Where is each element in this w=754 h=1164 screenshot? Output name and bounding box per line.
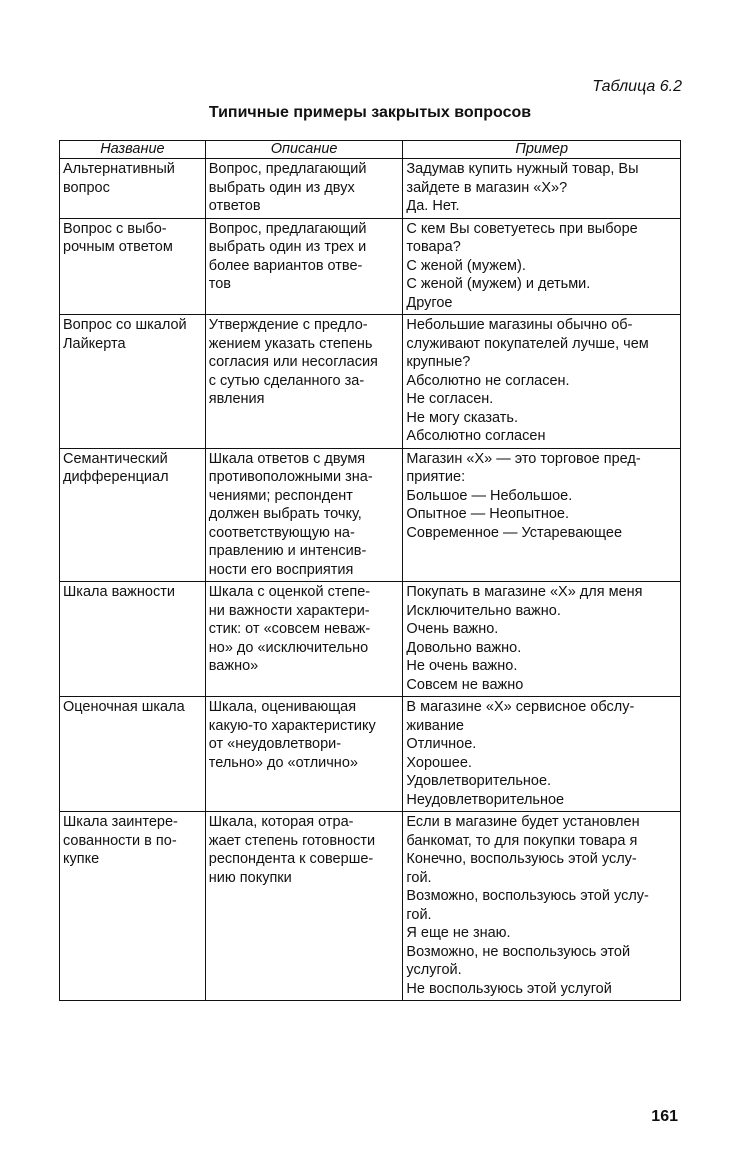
cell-line: Вопрос с выбо-	[63, 220, 167, 237]
closed-questions-table	[59, 140, 681, 1001]
cell-line: рочным ответом	[63, 239, 173, 255]
cell-line: дифференциал	[63, 469, 169, 485]
cell-line: купке	[63, 851, 100, 867]
cell-line: выбрать один из трех и	[208, 239, 367, 255]
cell-line: противоположными зна-	[208, 469, 373, 485]
table-row	[60, 218, 681, 315]
cell-description	[205, 315, 403, 449]
cell-line: более вариантов отве-	[208, 257, 363, 274]
cell-line: жением указать степень	[208, 335, 373, 352]
cell-description	[205, 697, 403, 812]
cell-line: Вопрос, предлагающий	[208, 220, 367, 237]
cell-line: явления	[208, 391, 265, 407]
cell-description	[205, 448, 403, 582]
cell-line: согласия или несогласия	[208, 354, 378, 370]
cell-line: Шкала важности	[63, 584, 175, 600]
cell-line: Большое — Небольшое.	[406, 487, 573, 504]
cell-example	[403, 448, 681, 582]
cell-line: С женой (мужем) и детьми.	[406, 276, 591, 292]
cell-line: респондента к соверше-	[208, 851, 374, 867]
cell-line: Магазин «Х» — это торговое пред-	[406, 450, 641, 467]
cell-line: какую-то характеристику	[208, 717, 376, 734]
cell-line: Небольшие магазины обычно об-	[406, 317, 633, 333]
cell-line: выбрать один из двух	[208, 179, 355, 196]
table-body	[60, 159, 681, 1001]
cell-line: Шкала заинтере-	[63, 814, 178, 830]
cell-line: крупные?	[406, 354, 471, 370]
cell-description	[205, 812, 403, 1001]
cell-line: но» до «исключительно	[208, 639, 369, 656]
cell-line: Не согласен.	[406, 391, 494, 407]
table-row	[60, 448, 681, 582]
cell-line: Возможно, не воспользуюсь этой	[406, 943, 631, 960]
cell-description	[205, 582, 403, 697]
table-row	[60, 582, 681, 697]
cell-line: с сутью сделанного за-	[208, 372, 365, 389]
cell-line: стик: от «совсем неваж-	[208, 621, 371, 637]
cell-line: Отличное.	[406, 736, 477, 752]
cell-line: ответов	[208, 198, 261, 214]
cell-line: приятие:	[406, 469, 466, 485]
cell-line: Да. Нет.	[406, 198, 460, 214]
cell-line: Утверждение с предло-	[208, 317, 368, 333]
cell-line: Альтернативный	[63, 161, 175, 177]
cell-line: Опытное — Неопытное.	[406, 506, 569, 522]
cell-line: чениями; респондент	[208, 487, 353, 504]
cell-name	[60, 315, 206, 449]
cell-line: Не могу сказать.	[406, 409, 519, 426]
cell-line: тельно» до «отлично»	[208, 754, 358, 771]
table-row	[60, 159, 681, 219]
cell-line: Не очень важно.	[406, 658, 518, 674]
cell-line: Шкала, оценивающая	[208, 699, 357, 715]
cell-line: услугой.	[406, 962, 462, 978]
cell-line: ности его восприятия	[208, 561, 354, 578]
cell-line: Исключительно важно.	[406, 602, 561, 619]
cell-line: Лайкерта	[63, 335, 126, 352]
cell-line: Я еще не знаю.	[406, 925, 511, 941]
cell-line: Вопрос со шкалой	[63, 317, 187, 333]
cell-line: Другое	[406, 294, 453, 311]
cell-example	[403, 812, 681, 1001]
cell-line: от «неудовлетвори-	[208, 736, 342, 752]
page-number: 161	[651, 1108, 678, 1125]
cell-line: важно»	[208, 658, 259, 674]
cell-description	[205, 218, 403, 315]
cell-line: Шкала ответов с двумя	[208, 450, 366, 467]
cell-line: гой.	[406, 869, 432, 886]
cell-line: Современное — Устаревающее	[406, 524, 623, 541]
cell-line: должен выбрать точку,	[208, 506, 362, 522]
table-row	[60, 812, 681, 1001]
cell-line: Покупать в магазине «Х» для меня	[406, 584, 643, 600]
cell-line: зайдете в магазин «Х»?	[406, 179, 568, 196]
cell-line: Вопрос, предлагающий	[208, 161, 367, 177]
table-title: Типичные примеры закрытых вопросов	[208, 104, 532, 121]
cell-line: Задумав купить нужный товар, Вы	[406, 161, 639, 177]
cell-example	[403, 697, 681, 812]
cell-line: Совсем не важно	[406, 676, 524, 693]
cell-line: соответствующую на-	[208, 524, 355, 541]
cell-example	[403, 159, 681, 219]
cell-line: служивают покупателей лучше, чем	[406, 335, 649, 352]
cell-line: правлению и интенсив-	[208, 543, 367, 559]
cell-line: С кем Вы советуетесь при выборе	[406, 220, 638, 237]
cell-name	[60, 697, 206, 812]
cell-example	[403, 582, 681, 697]
cell-line: Очень важно.	[406, 621, 499, 637]
cell-line: Возможно, воспользуюсь этой услу-	[406, 888, 649, 904]
cell-description	[205, 159, 403, 219]
table-row	[60, 315, 681, 449]
header-name: Название	[60, 141, 206, 159]
cell-line: тов	[208, 276, 232, 292]
cell-line: Неудовлетворительное	[406, 791, 565, 808]
cell-line: Семантический	[63, 450, 168, 467]
cell-name	[60, 448, 206, 582]
table-header-row	[60, 141, 681, 159]
cell-line: ни важности характери-	[208, 602, 370, 619]
header-description: Описание	[205, 141, 403, 159]
cell-line: Абсолютно не согласен.	[406, 372, 570, 389]
cell-line: Шкала, которая отра-	[208, 814, 354, 830]
cell-line: Не воспользуюсь этой услугой	[406, 980, 612, 997]
table-row	[60, 697, 681, 812]
cell-line: Конечно, воспользуюсь этой услу-	[406, 851, 637, 867]
cell-line: жает степень готовности	[208, 832, 376, 849]
cell-line: живание	[406, 717, 464, 734]
cell-line: Удовлетворительное.	[406, 773, 552, 789]
cell-line: Хорошее.	[406, 754, 472, 771]
cell-line: нию покупки	[208, 869, 292, 886]
cell-line: вопрос	[63, 179, 110, 196]
cell-example	[403, 315, 681, 449]
cell-line: Оценочная шкала	[63, 699, 185, 715]
cell-line: банкомат, то для покупки товара я	[406, 832, 638, 849]
cell-name	[60, 218, 206, 315]
cell-line: Если в магазине будет установлен	[406, 814, 640, 830]
cell-line: Довольно важно.	[406, 639, 522, 656]
cell-example	[403, 218, 681, 315]
cell-name	[60, 582, 206, 697]
cell-name	[60, 812, 206, 1001]
table-caption: Таблица 6.2	[592, 78, 682, 95]
cell-line: С женой (мужем).	[406, 257, 526, 274]
cell-line: гой.	[406, 906, 432, 923]
cell-line: товара?	[406, 239, 461, 255]
header-example: Пример	[403, 141, 681, 159]
cell-line: Абсолютно согласен	[406, 428, 546, 444]
cell-line: В магазине «Х» сервисное обслу-	[406, 699, 635, 715]
cell-name	[60, 159, 206, 219]
cell-line: Шкала с оценкой степе-	[208, 584, 371, 600]
cell-line: сованности в по-	[63, 832, 177, 849]
